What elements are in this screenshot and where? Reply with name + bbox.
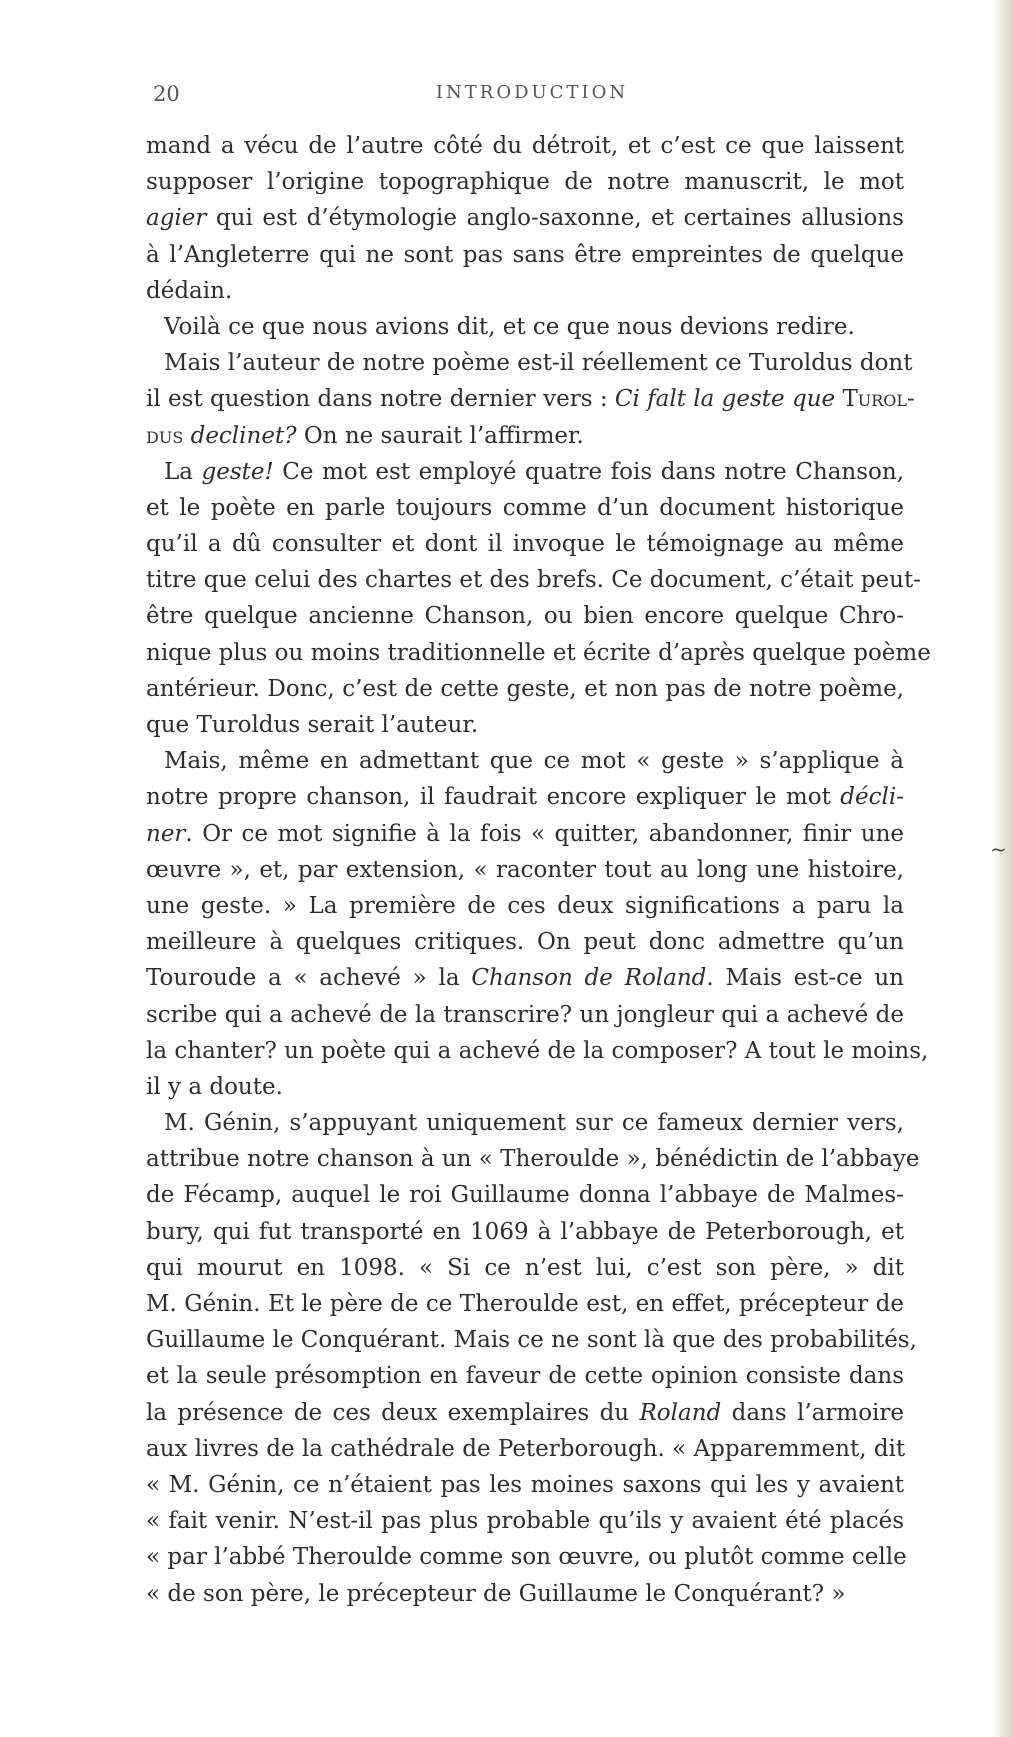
text-segment: qui mourut en 1098. « Si ce n’est lui, c’est son père, » dit: [146, 1254, 904, 1281]
text-line: [146, 1322, 917, 1358]
text-line: [146, 852, 904, 888]
text-segment: mand a vécu de l’autre côté du détroit, et c’est ce que laissent: [146, 133, 904, 159]
text-line: [146, 237, 904, 273]
text-line: [146, 273, 904, 309]
text-line: [146, 309, 904, 345]
italic-text: décli-: [840, 784, 904, 811]
italic-text: geste!: [201, 458, 274, 485]
body-text: [146, 128, 931, 1612]
text-segment: Guillaume le Conquérant. Mais ce ne sont là que des probabilités,: [146, 1327, 917, 1354]
text-line: [146, 779, 904, 815]
text-line: [146, 598, 904, 634]
text-segment: Mais l’auteur de notre poème est-il réellement ce Turoldus dont: [164, 350, 913, 377]
text-segment: M. Génin, s’appuyant uniquement sur ce fameux dernier vers,: [164, 1110, 904, 1137]
text-segment: « M. Génin, ce n’étaient pas les moines saxons qui les y avaient: [146, 1471, 904, 1498]
text-segment: « fait venir. N’est-il pas plus probable qu’ils y avaient été placés: [146, 1508, 904, 1535]
text-line: [146, 1576, 904, 1612]
text-segment: attribue notre chanson à un « Theroulde », bénédictin de l’abbaye: [146, 1146, 920, 1173]
page-header: [137, 82, 927, 112]
text-line: [146, 1033, 929, 1069]
text-segment: de Fécamp, auquel le roi Guillaume donna l’abbaye de Malmes-: [146, 1182, 904, 1209]
text-line: [146, 1431, 904, 1467]
text-line: [146, 671, 904, 707]
text-segment: que Turoldus serait l’auteur.: [146, 712, 479, 738]
text-segment: supposer l’origine topographique de notre manuscrit, le mot: [146, 169, 904, 196]
text-line: [146, 635, 931, 671]
text-segment: aux livres de la cathédrale de Peterborough. « Apparemment, dit: [146, 1435, 906, 1462]
text-line: [146, 345, 913, 381]
text-line: [146, 1177, 904, 1213]
italic-text: declinet?: [190, 422, 297, 449]
text-line: [146, 1286, 904, 1322]
text-line: [146, 997, 904, 1033]
text-line: [146, 707, 904, 743]
text-segment: qu’il a dû consulter et dont il invoque le témoignage au même: [146, 531, 904, 558]
text-segment: Ce mot est employé quatre fois dans notre Chanson,: [273, 458, 905, 485]
text-segment: M. Génin. Et le père de ce Theroulde est, en effet, précepteur de: [146, 1291, 904, 1317]
text-segment: . Or ce mot signifie à la fois « quitter, abandonner, finir une: [185, 820, 904, 847]
text-segment: la chanter? un poète qui a achevé de la composer? A tout le moins,: [146, 1037, 929, 1064]
text-segment: « par l’abbé Theroulde comme son œuvre, ou plutôt comme celle: [146, 1544, 907, 1571]
text-segment: La: [164, 458, 202, 485]
italic-text: agier: [146, 205, 207, 232]
italic-text: ner: [146, 820, 186, 847]
text-segment: qui est d’étymologie anglo-saxonne, et certaines allusions: [206, 205, 904, 232]
text-line: [146, 490, 904, 526]
text-segment: notre propre chanson, il faudrait encore expliquer le mot: [146, 784, 841, 811]
text-line: [146, 1141, 920, 1177]
text-line: [146, 381, 915, 417]
text-segment: . Mais est-ce un: [706, 965, 904, 992]
text-line: [146, 1503, 904, 1539]
text-line: [146, 128, 904, 164]
text-segment: nique plus ou moins traditionnelle et écrite d’après quelque poème: [146, 639, 931, 666]
text-line: [146, 743, 904, 779]
text-line: [146, 164, 904, 200]
text-line: [146, 816, 904, 852]
text-segment: il y a doute.: [146, 1073, 283, 1100]
page-number: 20: [153, 82, 180, 106]
italic-text: Chanson de Roland: [471, 965, 707, 992]
text-line: [146, 1069, 904, 1105]
text-line: [146, 960, 904, 996]
text-segment: titre que celui des chartes et des brefs. Ce document, c’était peut-: [146, 567, 921, 594]
text-line: [146, 1539, 907, 1575]
text-segment: la présence de ces deux exemplaires du: [146, 1399, 640, 1426]
text-segment: à l’Angleterre qui ne sont pas sans être empreintes de quelque: [146, 241, 904, 268]
text-line: [146, 888, 904, 924]
text-segment: On ne saurait l’affirmer.: [296, 422, 584, 449]
text-line: [146, 526, 904, 562]
text-segment: œuvre », et, par extension, « raconter tout au long une histoire,: [146, 856, 904, 883]
text-line: [146, 924, 904, 960]
text-segment: [183, 423, 190, 449]
text-segment: scribe qui a achevé de la transcrire? un jongleur qui a achevé de: [146, 1001, 904, 1028]
text-line: [146, 200, 904, 236]
text-segment: être quelque ancienne Chanson, ou bien encore quelque Chro-: [146, 603, 904, 630]
text-segment: Mais, même en admettant que ce mot « geste » s’applique à: [164, 748, 904, 775]
text-line: [146, 1467, 904, 1503]
text-line: [146, 418, 904, 454]
text-segment: dus: [146, 422, 184, 449]
running-title: INTRODUCTION: [435, 82, 629, 103]
text-segment: « de son père, le précepteur de Guillaume le Conquérant? »: [146, 1580, 846, 1607]
margin-mark: ~: [990, 837, 1007, 861]
text-segment: et le poète en parle toujours comme d’un document historique: [146, 494, 904, 521]
text-segment: et la seule présomption en faveur de cette opinion consiste dans: [146, 1363, 904, 1390]
text-line: [146, 1214, 904, 1250]
text-segment: dans l’armoire: [721, 1399, 905, 1426]
text-segment: bury, qui fut transporté en 1069 à l’abbaye de Peterborough, et: [146, 1218, 904, 1245]
text-line: [146, 1358, 904, 1394]
text-segment: il est question dans notre dernier vers :: [146, 386, 615, 413]
text-line: [146, 1105, 904, 1141]
text-line: [146, 454, 904, 490]
italic-text: Ci falt la geste que: [614, 386, 836, 413]
text-segment: Voilà ce que nous avions dit, et ce que nous devions redire.: [164, 313, 855, 340]
text-segment: meilleure à quelques critiques. On peut donc admettre qu’un: [146, 929, 904, 956]
italic-text: Roland: [639, 1399, 722, 1426]
text-line: [146, 562, 921, 598]
text-line: [146, 1250, 904, 1286]
text-line: [146, 1395, 904, 1431]
page-edge-shadow: [993, 0, 1013, 1737]
text-segment: une geste. » La première de ces deux significations a paru la: [146, 892, 904, 919]
text-segment: Touroude a « achevé » la: [146, 965, 472, 992]
text-segment: dédain.: [146, 277, 233, 304]
text-segment: antérieur. Donc, c’est de cette geste, et non pas de notre poème,: [146, 675, 904, 702]
text-segment: Turol-: [842, 386, 915, 413]
